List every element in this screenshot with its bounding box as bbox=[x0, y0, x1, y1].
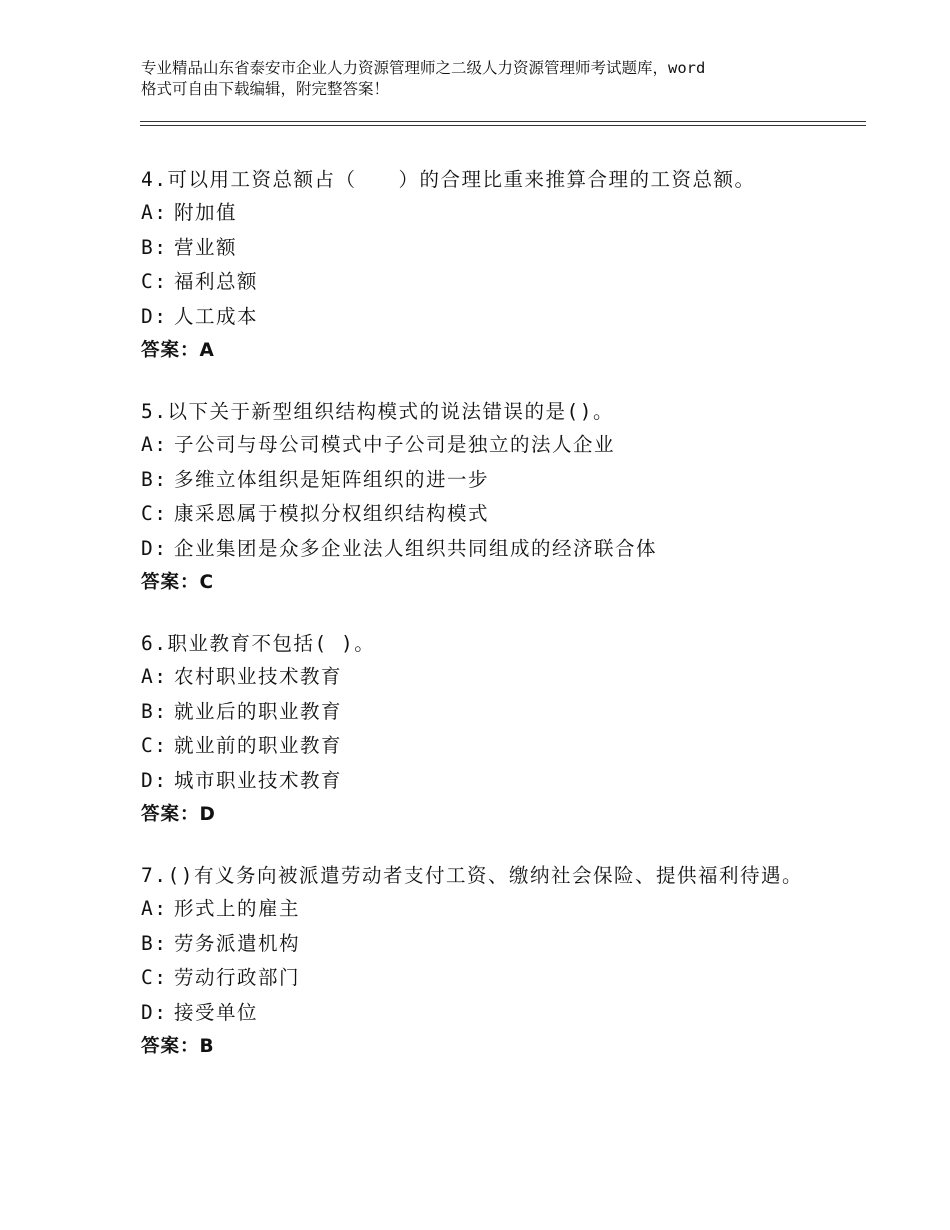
document-header bbox=[141, 58, 841, 100]
option-d bbox=[141, 996, 821, 1031]
question-list bbox=[141, 163, 821, 1091]
option-text: 子公司与母公司模式中子公司是独立的法人企业 bbox=[174, 433, 616, 456]
option-letter: D: bbox=[141, 304, 168, 328]
question-number: 4. bbox=[141, 168, 168, 191]
question-text bbox=[141, 859, 821, 892]
answer-value: C bbox=[199, 572, 214, 593]
option-text: 农村职业技术教育 bbox=[174, 665, 343, 688]
option-text: 康采恩属于模拟分权组织结构模式 bbox=[174, 502, 490, 525]
option-text: 形式上的雇主 bbox=[174, 897, 301, 920]
option-letter: C: bbox=[141, 502, 168, 525]
option-b bbox=[141, 927, 821, 962]
option-d bbox=[141, 532, 821, 567]
option-letter: B: bbox=[141, 467, 168, 491]
question-stem: 以下关于新型组织结构模式的说法错误的是()。 bbox=[167, 400, 614, 423]
option-letter: A: bbox=[141, 201, 168, 224]
option-text: 营业额 bbox=[174, 235, 238, 259]
question-number: 6. bbox=[141, 632, 168, 655]
question-number: 7. bbox=[141, 864, 168, 887]
answer-label: 答案： bbox=[141, 340, 200, 361]
question-stem: 可以用工资总额占（ ）的合理比重来推算合理的工资总额。 bbox=[167, 168, 756, 191]
question-block bbox=[141, 163, 821, 368]
option-text: 多维立体组织是矩阵组织的进一步 bbox=[174, 467, 490, 491]
header-divider-top bbox=[140, 121, 866, 122]
option-c bbox=[141, 729, 821, 764]
option-letter: D: bbox=[141, 1000, 168, 1024]
answer-line bbox=[141, 1030, 821, 1064]
option-text: 附加值 bbox=[174, 201, 238, 224]
option-a bbox=[141, 660, 821, 695]
header-line-2: 格式可自由下载编辑，附完整答案！ bbox=[141, 80, 390, 98]
answer-line bbox=[141, 798, 821, 832]
answer-value: B bbox=[199, 1036, 214, 1057]
option-letter: C: bbox=[141, 270, 168, 293]
option-text: 劳动行政部门 bbox=[174, 966, 301, 989]
header-line-1: 专业精品山东省泰安市企业人力资源管理师之二级人力资源管理师考试题库，word bbox=[141, 59, 706, 77]
option-letter: B: bbox=[141, 699, 168, 723]
option-d bbox=[141, 764, 821, 799]
question-block bbox=[141, 859, 821, 1064]
question-text bbox=[141, 627, 821, 660]
answer-value: A bbox=[199, 340, 214, 361]
option-text: 就业前的职业教育 bbox=[174, 734, 343, 757]
option-c bbox=[141, 497, 821, 532]
option-text: 接受单位 bbox=[174, 1000, 259, 1024]
option-d bbox=[141, 300, 821, 335]
answer-line bbox=[141, 566, 821, 600]
option-text: 劳务派遣机构 bbox=[174, 931, 301, 955]
question-stem: ()有义务向被派遣劳动者支付工资、缴纳社会保险、提供福利待遇。 bbox=[167, 864, 803, 887]
answer-label: 答案： bbox=[141, 1036, 200, 1057]
question-number: 5. bbox=[141, 400, 168, 423]
question-text bbox=[141, 395, 821, 428]
option-text: 企业集团是众多企业法人组织共同组成的经济联合体 bbox=[174, 536, 658, 560]
option-c bbox=[141, 961, 821, 996]
answer-label: 答案： bbox=[141, 804, 200, 825]
option-text: 城市职业技术教育 bbox=[174, 768, 343, 792]
option-text: 就业后的职业教育 bbox=[174, 699, 343, 723]
option-letter: D: bbox=[141, 768, 168, 792]
option-b bbox=[141, 695, 821, 730]
option-letter: C: bbox=[141, 966, 168, 989]
option-letter: A: bbox=[141, 897, 168, 920]
option-letter: A: bbox=[141, 665, 168, 688]
header-divider-bottom bbox=[140, 125, 866, 126]
option-b bbox=[141, 463, 821, 498]
option-c bbox=[141, 265, 821, 300]
question-text bbox=[141, 163, 821, 196]
question-block bbox=[141, 395, 821, 600]
question-block bbox=[141, 627, 821, 832]
option-text: 人工成本 bbox=[174, 304, 259, 328]
option-text: 福利总额 bbox=[174, 270, 259, 293]
option-letter: B: bbox=[141, 931, 168, 955]
option-letter: D: bbox=[141, 536, 168, 560]
answer-line bbox=[141, 334, 821, 368]
option-a bbox=[141, 428, 821, 463]
option-letter: A: bbox=[141, 433, 168, 456]
option-b bbox=[141, 231, 821, 266]
option-a bbox=[141, 196, 821, 231]
option-letter: C: bbox=[141, 734, 168, 757]
question-stem: 职业教育不包括( )。 bbox=[167, 632, 376, 655]
option-letter: B: bbox=[141, 235, 168, 259]
answer-label: 答案： bbox=[141, 572, 200, 593]
answer-value: D bbox=[199, 804, 215, 825]
option-a bbox=[141, 892, 821, 927]
